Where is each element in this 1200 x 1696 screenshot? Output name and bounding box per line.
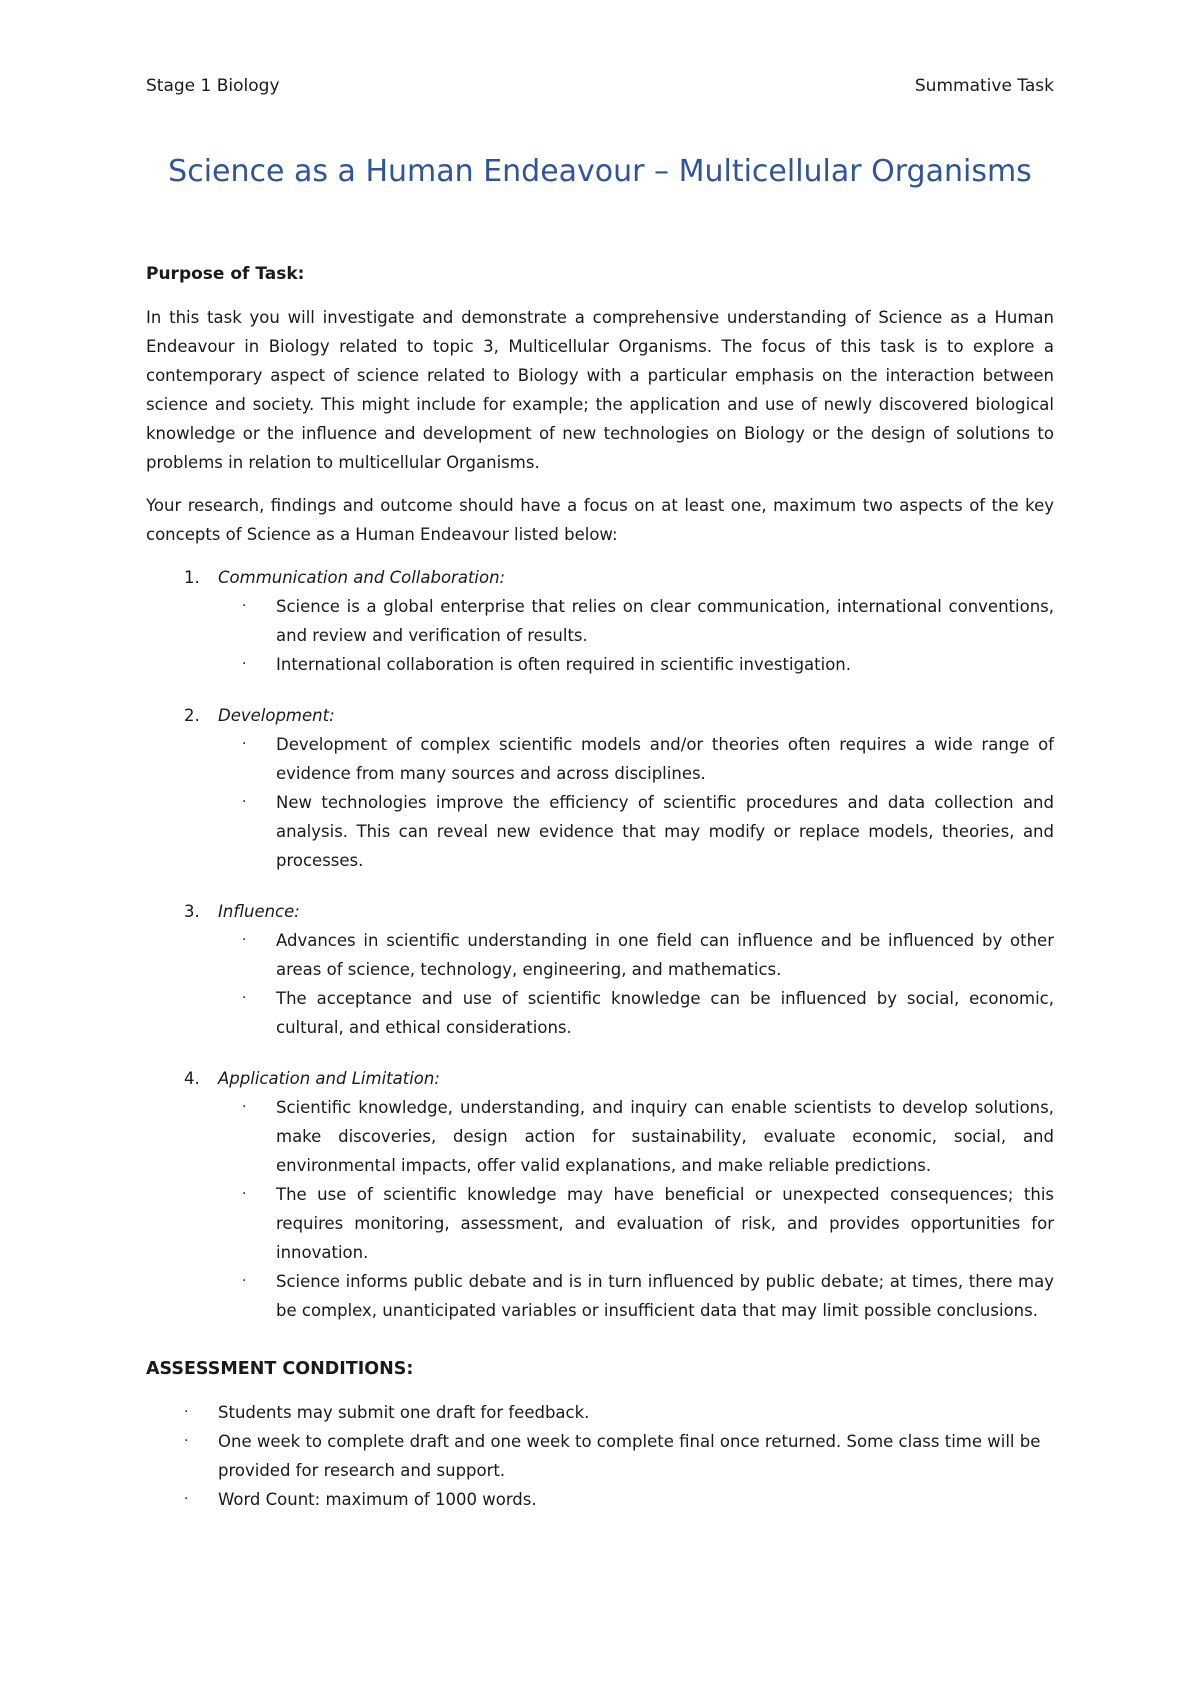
- concept-number: 1.: [184, 568, 200, 587]
- list-item: · Scientific knowledge, understanding, and inquiry can enable scientists to develop solutions, make discoveries, design action for sustainability, evaluate economic, social, and environmental impacts, offer valid explanations, and make reliable predictions.: [146, 1093, 1054, 1180]
- list-item: · International collaboration is often required in scientific investigation.: [146, 650, 1054, 679]
- key-concepts-list: [146, 563, 1054, 1325]
- bullet-icon: ·: [242, 932, 247, 948]
- concept-application: [146, 1064, 1054, 1325]
- bullet-icon: ·: [242, 1099, 247, 1115]
- bullet-icon: ·: [242, 1186, 247, 1202]
- bullet-icon: ·: [242, 1273, 247, 1289]
- assessment-conditions-list: [146, 1398, 1054, 1514]
- list-item: · Development of complex scientific models and/or theories often requires a wide range of evidence from many sources and across disciplines.: [146, 730, 1054, 788]
- concept-title: Influence:: [218, 902, 300, 921]
- document-body: [146, 260, 1054, 1514]
- bullet-icon: ·: [242, 736, 247, 752]
- concept-title: Communication and Collaboration:: [218, 568, 506, 587]
- list-item: · The use of scientific knowledge may have beneficial or unexpected consequences; this requires monitoring, assessment, and evaluation of risk, and provides opportunities for innovation.: [146, 1180, 1054, 1267]
- bullet-icon: ·: [242, 990, 247, 1006]
- concept-title: Development:: [218, 706, 335, 725]
- concept-communication: [146, 563, 1054, 679]
- document-title: Science as a Human Endeavour – Multicellular Organisms: [168, 154, 1032, 189]
- bullet-icon: ·: [242, 656, 247, 672]
- list-item: · Science informs public debate and is in turn influenced by public debate; at times, there may be complex, unanticipated variables or insufficient data that may limit possible conclusions.: [146, 1267, 1054, 1325]
- list-item: · One week to complete draft and one week to complete final once returned. Some class time will be provided for research and support.: [146, 1427, 1054, 1485]
- bullet-icon: ·: [184, 1433, 189, 1449]
- concept-number: 4.: [184, 1069, 200, 1088]
- concept-bullets: [146, 1093, 1054, 1325]
- concept-bullets: [146, 592, 1054, 679]
- assessment-heading: ASSESSMENT CONDITIONS:: [146, 1359, 414, 1379]
- concept-number: 3.: [184, 902, 200, 921]
- list-item: · Science is a global enterprise that relies on clear communication, international conventions, and review and verification of results.: [146, 592, 1054, 650]
- bullet-icon: ·: [242, 598, 247, 614]
- bullet-icon: ·: [242, 794, 247, 810]
- list-item: · The acceptance and use of scientific knowledge can be influenced by social, economic, cultural, and ethical considerations.: [146, 984, 1054, 1042]
- list-item: · Students may submit one draft for feedback.: [146, 1398, 1054, 1427]
- purpose-heading: Purpose of Task:: [146, 264, 305, 284]
- header-left: Stage 1 Biology: [146, 76, 280, 96]
- list-item: · New technologies improve the efficiency of scientific procedures and data collection and analysis. This can reveal new evidence that may modify or replace models, theories, and processes.: [146, 788, 1054, 875]
- concept-development: [146, 701, 1054, 875]
- list-item: · Advances in scientific understanding in one field can influence and be influenced by other areas of science, technology, engineering, and mathematics.: [146, 926, 1054, 984]
- concept-bullets: [146, 730, 1054, 875]
- concept-bullets: [146, 926, 1054, 1042]
- concept-number: 2.: [184, 706, 200, 725]
- header-right: Summative Task: [914, 76, 1054, 96]
- bullet-icon: ·: [184, 1404, 189, 1420]
- focus-paragraph: Your research, findings and outcome should have a focus on at least one, maximum two aspects of the key concepts of Science as a Human Endeavour listed below:: [146, 496, 1054, 544]
- bullet-icon: ·: [184, 1491, 189, 1507]
- concept-title: Application and Limitation:: [218, 1069, 440, 1088]
- purpose-paragraph: In this task you will investigate and demonstrate a comprehensive understanding of Science as a Human Endeavour in Biology related to topic 3, Multicellular Organisms. The focus of this task is to explore a contemporary aspect of science related to Biology with a particular emphasis on the interaction between science and society. This might include for example; the application and use of newly discovered biological knowledge or the influence and development of new technologies on Biology or the design of solutions to problems in relation to multicellular Organisms.: [146, 308, 1054, 472]
- concept-influence: [146, 897, 1054, 1042]
- list-item: · Word Count: maximum of 1000 words.: [146, 1485, 1054, 1514]
